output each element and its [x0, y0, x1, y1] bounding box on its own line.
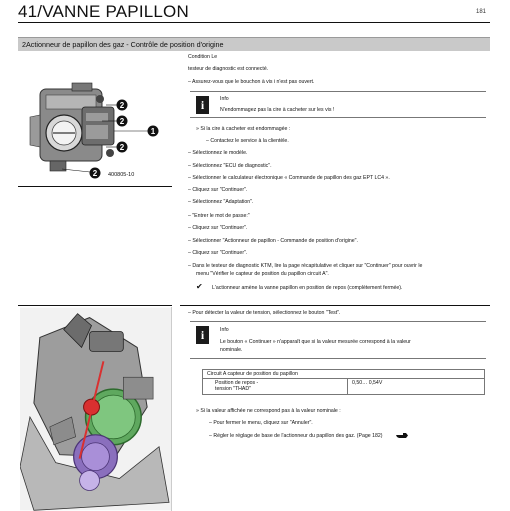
- callout-marker: [148, 126, 159, 137]
- table-header-row: [203, 370, 485, 379]
- chapter-title: 41/VANNE PAPILLON: [18, 2, 189, 21]
- result-text: L'actionneur amène la vanne papillon en position de repos (complètement fermée).: [212, 285, 403, 291]
- condition-line: testeur de diagnostic est connecté.: [188, 66, 269, 72]
- step-item: – Sélectionner le calculateur électronique « Commande de papillon des gaz EPT LC4 ».: [188, 175, 390, 181]
- table-label-line: tension "THAD": [215, 386, 251, 393]
- info-heading: Info: [220, 327, 229, 333]
- table-label-cell: [203, 379, 348, 394]
- step-item: – Pour détecter la valeur de tension, sélectionnez le bouton "Test".: [188, 310, 341, 316]
- condition-sub-step: – Régler le réglage de base de l'actionneur du papillon des gaz. (Page 182): [209, 433, 383, 439]
- step-item: – Sélectionnez le modèle.: [188, 150, 248, 156]
- section-rule: [180, 305, 490, 306]
- figure-rule: [18, 305, 172, 306]
- table-header-cell: Circuit A capteur de position du papillon: [203, 370, 485, 379]
- section-header-bar: [18, 37, 490, 51]
- callout-label: 2: [119, 101, 125, 110]
- step-item: – Cliquez sur "Continuer".: [188, 225, 248, 231]
- condition-line: Condition Le: [188, 54, 218, 60]
- callout-label: 1: [150, 127, 156, 136]
- figure-rule: [18, 186, 172, 187]
- info-icon: i: [196, 96, 209, 114]
- step-item: – Sélectionnez "ECU de diagnostic".: [188, 163, 272, 169]
- throttle-sensor-figure: [20, 307, 172, 511]
- page-number: 181: [475, 9, 486, 15]
- condition-text: » Si la valeur affichée ne correspond pas à la valeur nominale :: [196, 408, 341, 414]
- step-item: – Sélectionnez "Adaptation".: [188, 199, 254, 205]
- table-value-cell: 0,50… 0,54V: [348, 379, 485, 394]
- step-item: – Cliquez sur "Continuer".: [188, 250, 248, 256]
- step-item: – Assurez-vous que le bouchon à vis i n'est pas ouvert.: [188, 79, 315, 85]
- callout-label: 2: [119, 117, 125, 126]
- section-title: 2Actionneur de papillon des gaz - Contrôle de position d'origine: [22, 40, 224, 49]
- condition-text: » Si la cire à cacheter est endommagée :: [196, 126, 291, 132]
- callout-marker: [117, 142, 128, 153]
- condition-sub-step: – Contactez le service à la clientèle.: [206, 138, 289, 144]
- callout-label: 2: [92, 169, 98, 178]
- pointing-hand-icon[interactable]: [396, 432, 408, 439]
- info-box: [190, 321, 486, 359]
- figure-code: 400805-10: [108, 172, 135, 178]
- callout-label: 2: [119, 143, 125, 152]
- throttle-actuator-drawing: [20, 308, 171, 511]
- info-text: N'endommagez pas la cire à cacheter sur les vis !: [220, 107, 335, 113]
- info-text: nominale.: [220, 347, 243, 353]
- callout-marker: [117, 116, 128, 127]
- step-item: – Cliquez sur "Continuer".: [188, 187, 248, 193]
- info-text: Le bouton « Continuer » n'apparaît que si la valeur mesurée correspond à la valeur: [220, 339, 411, 345]
- info-heading: Info: [220, 96, 229, 102]
- step-item: – "Entrer le mot de passe:": [188, 213, 250, 219]
- step-item-continuation: menu "Vérifier le capteur de position du papillon circuit A".: [196, 271, 329, 277]
- callout-marker: [90, 168, 101, 179]
- step-item: – Sélectionner "Actionneur de papillon - Commande de position d'origine".: [188, 238, 358, 244]
- check-mark-icon: ✔: [196, 282, 203, 291]
- table-label-line: Position de repos -: [215, 380, 259, 387]
- condition-sub-step: – Pour fermer le menu, cliquez sur "Annuler".: [209, 420, 313, 426]
- title-rule: [18, 22, 490, 23]
- info-icon: i: [196, 326, 209, 344]
- callout-marker: [117, 100, 128, 111]
- step-item: – Dans le testeur de diagnostic KTM, lire la page récapitulative et cliquer sur "Continuer" pour ouvrir le: [188, 263, 423, 269]
- table-row: [203, 379, 485, 394]
- throttle-body-figure: [22, 77, 172, 185]
- info-box: [190, 91, 486, 118]
- throttle-body-drawing: [30, 83, 148, 172]
- nominal-value-table: [202, 369, 485, 395]
